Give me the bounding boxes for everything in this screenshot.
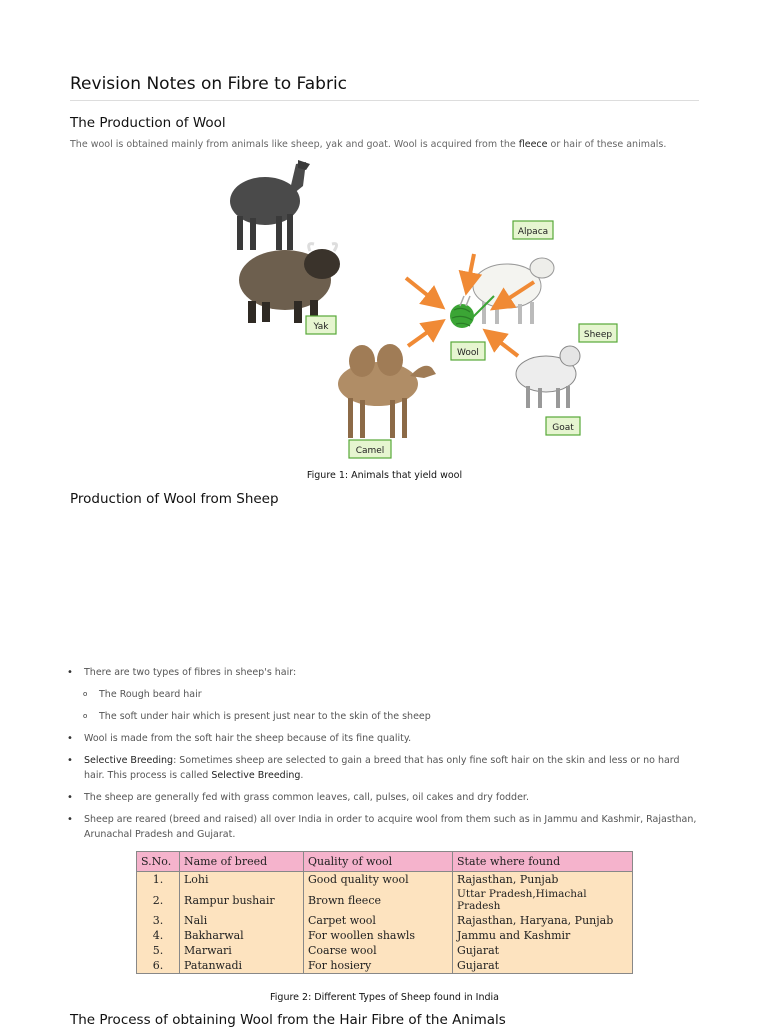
table-row	[137, 872, 633, 888]
cell: Coarse wool	[304, 943, 453, 958]
intro-text-1: The wool is obtained mainly from animals like sheep, yak and goat. Wool is acquired from the	[70, 139, 519, 150]
cell: Bakharwal	[180, 928, 304, 943]
table-row	[137, 887, 633, 913]
yak-illustration	[239, 244, 340, 323]
cell: 4.	[137, 928, 180, 943]
table-row	[137, 958, 633, 974]
list-item: o The soft under hair which is present just near to the skin of the sheep	[70, 709, 699, 724]
arrow-yak	[406, 278, 436, 302]
cell: Carpet wool	[304, 913, 453, 928]
section-heading-process-obtaining-wool: The Process of obtaining Wool from the Hair Fibre of the Animals	[70, 1012, 506, 1028]
section-heading-production-of-wool: The Production of Wool	[70, 115, 226, 131]
list-item	[70, 753, 699, 783]
animals-yield-wool-figure	[210, 156, 613, 461]
list-item: • Sheep are reared (breed and raised) all over India in order to acquire wool from them such as in Jammu and Kashmir, Rajasthan, Arunachal Pradesh and Gujarat.	[70, 812, 699, 842]
list-item: • Wool is made from the soft hair the sheep because of its fine quality.	[70, 731, 699, 746]
label-yak	[306, 316, 336, 334]
figure-2-caption: Figure 2: Different Types of Sheep found in India	[270, 992, 499, 1003]
list-item: o The Rough beard hair	[70, 687, 699, 702]
cell: Patanwadi	[180, 958, 304, 974]
cell: 3.	[137, 913, 180, 928]
title-divider	[70, 100, 699, 101]
sheep-breeds-table	[136, 851, 633, 974]
sheep-facts-list	[70, 665, 699, 842]
cell: Brown fleece	[304, 887, 453, 913]
label-goat	[546, 417, 580, 435]
cell: Lohi	[180, 872, 304, 888]
col-sno: S.No.	[137, 852, 180, 872]
selective-breeding-term: Selective Breeding	[84, 755, 174, 766]
alpaca-illustration	[230, 160, 310, 250]
cell: 5.	[137, 943, 180, 958]
table-row	[137, 928, 633, 943]
cell: Rajasthan, Haryana, Punjab	[453, 913, 633, 928]
selective-breeding-term-2: Selective Breeding	[211, 770, 301, 781]
arrow-alpaca	[468, 254, 474, 284]
sheep-breeds-table-wrap	[136, 851, 633, 974]
sheep-illustration	[473, 258, 554, 324]
col-breed: Name of breed	[180, 852, 304, 872]
intro-text-2: or hair of these animals.	[547, 139, 667, 150]
cell: Nali	[180, 913, 304, 928]
col-quality: Quality of wool	[304, 852, 453, 872]
list-item: • There are two types of fibres in sheep's hair:	[70, 665, 699, 680]
table-row	[137, 913, 633, 928]
svg-text:Wool: Wool	[457, 348, 479, 358]
selective-breeding-text: : Sometimes sheep are selected to gain a breed that has only fine soft hair on the skin and less or no hard hair. This process is called	[84, 755, 680, 781]
cell: For hosiery	[304, 958, 453, 974]
svg-text:Yak: Yak	[313, 322, 329, 332]
fleece-term: fleece	[518, 139, 548, 150]
svg-text:Goat: Goat	[552, 423, 574, 433]
label-sheep	[579, 324, 617, 342]
cell: Rajasthan, Punjab	[453, 872, 633, 888]
cell: Rampur bushair	[180, 887, 304, 913]
label-wool	[451, 342, 485, 360]
cell: 1.	[137, 872, 180, 888]
figure-1-caption: Figure 1: Animals that yield wool	[306, 470, 463, 481]
label-alpaca	[513, 221, 553, 239]
svg-text:Alpaca: Alpaca	[517, 227, 549, 237]
cell: 6.	[137, 958, 180, 974]
cell: Uttar Pradesh,Himachal Pradesh	[453, 887, 633, 913]
goat-illustration	[516, 346, 580, 408]
selective-breeding-end: .	[300, 770, 304, 781]
arrow-goat	[492, 336, 518, 356]
svg-text:Sheep: Sheep	[583, 330, 613, 340]
arrow-camel	[408, 326, 436, 346]
page-title: Revision Notes on Fibre to Fabric	[70, 74, 348, 94]
cell: Marwari	[180, 943, 304, 958]
list-item: • The sheep are generally fed with grass common leaves, call, pulses, oil cakes and dry fodder.	[70, 790, 699, 805]
cell: Good quality wool	[304, 872, 453, 888]
label-camel	[349, 440, 391, 458]
svg-text:Camel: Camel	[355, 446, 385, 456]
cell: Gujarat	[453, 943, 633, 958]
camel-illustration	[338, 344, 436, 438]
table-row	[137, 943, 633, 958]
col-state: State where found	[453, 852, 633, 872]
cell: 2.	[137, 887, 180, 913]
section-heading-wool-from-sheep: Production of Wool from Sheep	[70, 491, 279, 507]
table-header-row	[137, 852, 633, 872]
intro-paragraph	[70, 137, 666, 152]
cell: For woollen shawls	[304, 928, 453, 943]
cell: Gujarat	[453, 958, 633, 974]
cell: Jammu and Kashmir	[453, 928, 633, 943]
